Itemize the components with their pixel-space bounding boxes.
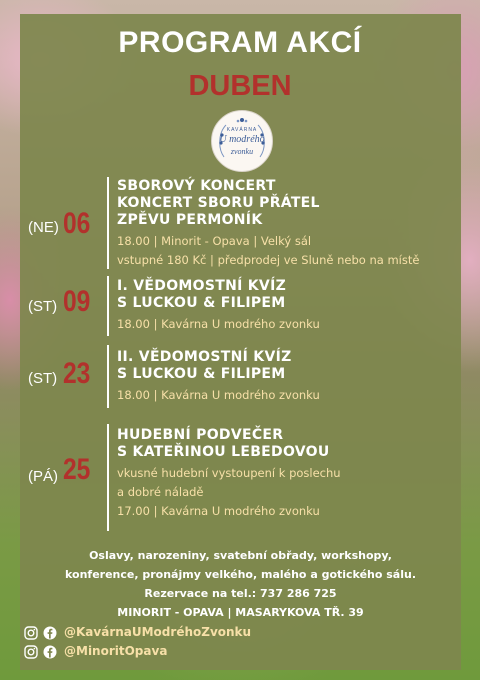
footer-phone: Rezervace na tel.: 737 286 725	[144, 587, 337, 600]
footer-services-line: konference, pronájmy velkého, malého a gotického sálu.	[65, 568, 416, 581]
month-heading: DUBEN	[188, 70, 292, 102]
event-date: 06	[63, 207, 91, 240]
event-date: 23	[63, 357, 91, 390]
event-detail-line: 18.00 | Minorit - Opava | Velký sál	[117, 234, 312, 248]
event-date: 25	[63, 453, 91, 486]
event-detail-line: 18.00 | Kavárna U modrého zvonku	[117, 388, 320, 402]
instagram-icon[interactable]	[24, 645, 38, 659]
event-title-line: II. VĚDOMOSTNÍ KVÍZ	[117, 349, 292, 365]
facebook-icon[interactable]	[43, 626, 57, 640]
instagram-icon[interactable]	[24, 626, 38, 640]
event-item	[0, 177, 480, 269]
event-detail-line: vstupné 180 Kč | předprodej ve Sluně nebo na místě	[117, 253, 420, 267]
event-detail-line: vkusné hudební vystoupení k poslechu	[117, 466, 341, 480]
event-divider	[107, 424, 109, 531]
logo-zvonku: zvonku	[230, 147, 254, 156]
footer-address: MINORIT - OPAVA | MASARYKOVA TŘ. 39	[117, 606, 364, 619]
event-title-line: S KATEŘINOU LEBEDOVOU	[117, 444, 330, 460]
social-handle[interactable]: @MinoritOpava	[64, 644, 168, 658]
event-title-line: S LUCKOU & FILIPEM	[117, 295, 286, 311]
event-title-line: ZPĚVU PERMONÍK	[117, 212, 263, 228]
event-title-line: I. VĚDOMOSTNÍ KVÍZ	[117, 278, 287, 294]
logo-kavarna: KAVÁRNA	[226, 127, 258, 133]
event-item	[0, 276, 480, 336]
event-item	[0, 424, 480, 531]
event-weekday: (NE)	[28, 219, 59, 236]
event-title-line: KONCERT SBORU PŘÁTEL	[117, 195, 320, 211]
logo-u-modreho: U modrého	[219, 134, 265, 145]
cafe-logo	[211, 110, 273, 172]
event-item	[0, 345, 480, 408]
event-detail-line: a dobré náladě	[117, 485, 204, 499]
event-detail-line: 17.00 | Kavárna U modrého zvonku	[117, 504, 320, 518]
event-title-line: HUDEBNÍ PODVEČER	[117, 427, 284, 443]
event-title-line: SBOROVÝ KONCERT	[117, 178, 276, 194]
facebook-icon[interactable]	[43, 645, 57, 659]
event-weekday: (ST)	[28, 370, 58, 387]
event-divider	[107, 345, 109, 408]
page-title: PROGRAM AKCÍ	[118, 26, 362, 59]
event-title-line: S LUCKOU & FILIPEM	[117, 366, 286, 382]
event-weekday: (PÁ)	[28, 468, 58, 485]
footer-services-line: Oslavy, narozeniny, svatební obřady, workshopy,	[89, 549, 392, 562]
event-divider	[107, 276, 109, 336]
footer-info	[20, 546, 461, 622]
social-handle[interactable]: @KavárnaUModréhoZvonku	[64, 625, 252, 639]
event-divider	[107, 177, 109, 269]
event-date: 09	[63, 285, 91, 318]
event-detail-line: 18.00 | Kavárna U modrého zvonku	[117, 317, 320, 331]
event-weekday: (ST)	[28, 298, 58, 315]
